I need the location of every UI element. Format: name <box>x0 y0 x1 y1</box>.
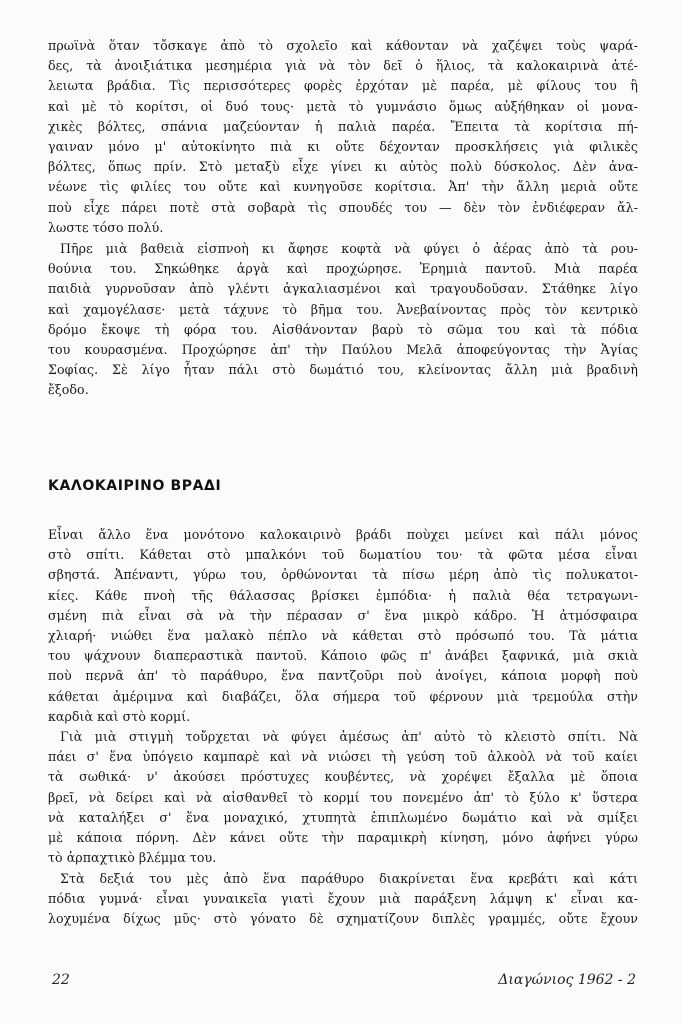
text-line: Στὰ δεξιά του μὲς ἀπὸ ἕνα παράθυρο διακρίνεται ἕνα κρεβάτι καὶ κάτι <box>60 871 638 886</box>
text-line: στὸ σπίτι. Κάθεται στὸ μπαλκόνι τοῦ δωματίου του· τὰ φῶτα μέσα εἶναι <box>48 547 638 563</box>
paragraph <box>48 525 638 727</box>
text-line: νέωνε τὶς φιλίες του οὔτε καὶ κυνηγοῦσε κορίτσια. Ἀπ' τὴν ἄλλη μεριὰ οὔτε <box>48 179 638 195</box>
text-line: Πῆρε μιὰ βαθειὰ εἰσπνοὴ κι ἄφησε κοφτὰ νὰ φύγει ὁ ἀέρας ἀπὸ τὰ ρου- <box>60 241 638 256</box>
text-line: ποὺ περνᾶ ἀπ' τὸ παράθυρο, ἕνα παντζοῦρι ποὺ ἀνοίγει, κάποια μορφὴ ποὺ <box>48 668 638 684</box>
text-line: καὶ μὲ τὸ κορίτσι, οἱ δυό τους· μετὰ τὸ γυμνάσιο ὅμως αὐξήθηκαν οἱ μονα- <box>48 98 638 114</box>
text-line: βρεῖ, νὰ δείρει καὶ νὰ αἰσθανθεῖ τὸ κορμί του πονεμένο ἀπ' τὸ ξύλο κ' ὕστερα <box>48 789 638 805</box>
text-line: ποὺ εἶχε πάρει ποτὲ στὰ σοβαρὰ τὶς σπουδές του — δὲν τὸν ἐνδιέφεραν ἄλ- <box>48 199 638 215</box>
issue-label: Διαγώνιος 1962 - 2 <box>498 972 636 988</box>
text-line: τὰ σωθικά· ν' ἀκούσει πρόστυχες κουβέντες, νὰ χορέψει ἔξαλλα μὲ ὅποια <box>48 769 638 785</box>
text-line: παιδιὰ γυρνοῦσαν ἀπὸ γλέντι ἀγκαλιασμένοι καὶ τραγουδοῦσαν. Στάθηκε λίγο <box>48 281 638 297</box>
text-line: δες, τὰ ἀνοιξιάτικα μεσημέρια γιὰ νὰ τὸν δεῖ ὁ ἥλιος, τὰ καλοκαιρινὰ ἀτέ- <box>48 58 638 74</box>
text-line: πάει σ' ἕνα ὑπόγειο καμπαρὲ καὶ νὰ νιώσει τὴ γεύση τοῦ ἀλκοὸλ νὰ τοῦ καίει <box>48 749 638 765</box>
paragraph <box>48 869 638 930</box>
text-line: πόδια γυμνά· εἶναι γυναικεῖα γιατὶ ἔχουν μιὰ παράξενη λάμψη κ' εἶναι κα- <box>48 891 638 907</box>
text-line: Σοφίας. Σὲ λίγο ἦταν πάλι στὸ δωμάτιό του, κλείνοντας ἄλλη μιὰ βραδινὴ <box>48 362 638 378</box>
text-line: βόλτες, ὅπως πρίν. Στὸ μεταξὺ εἶχε γίνει κι αὐτὸς πολὺ δύσκολος. Δὲν ἀνα- <box>48 159 638 175</box>
text-line: τὸ ἁρπαχτικὸ βλέμμα του. <box>48 850 217 866</box>
text-line: καὶ χαμογέλασε· μετὰ τάχυνε τὸ βῆμα του. Ἀνεβαίνοντας πρὸς τὸν κεντρικὸ <box>48 301 638 317</box>
text-line: του ψάχνουν διαπεραστικὰ παντοῦ. Κάποιο φῶς π' ἀνάβει ξαφνικά, μιὰ σκιὰ <box>48 648 638 664</box>
text-line: Εἶναι ἄλλο ἕνα μονότονο καλοκαιρινὸ βράδι ποὺχει μείνει καὶ πάλι μόνος <box>48 527 638 542</box>
text-line: σμένη πιὰ εἶναι σὰ νὰ τὴν πέρασαν σ' ἕνα μικρὸ κάδρο. Ἡ ἀτμόσφαιρα <box>48 607 638 623</box>
text-line: λωστε τόσο πολύ. <box>48 219 164 235</box>
section-heading: ΚΑΛΟΚΑΙΡΙΝΟ ΒΡΑΔΙ <box>48 478 222 494</box>
paragraph <box>48 727 638 868</box>
text-line: πρωϊνὰ ὅταν τὄσκαγε ἀπὸ τὸ σχολεῖο καὶ κάθονταν νὰ χαζέψει τοὺς ψαρά- <box>48 38 638 53</box>
text-line: δρόμο ἔκοψε τὴ φόρα του. Αἰσθάνονταν βαρὺ τὸ σῶμα του καὶ τὰ πόδια <box>48 321 638 337</box>
text-line: Γιὰ μιὰ στιγμὴ τοὔρχεται νὰ φύγει ἀμέσως ἀπ' αὐτὸ τὸ κλειστὸ σπίτι. Νὰ <box>60 729 638 744</box>
text-line: χλιαρή· νιώθει ἕνα μαλακὸ πέπλο νὰ κάθεται στὸ πρόσωπό του. Τὰ μάτια <box>48 627 638 643</box>
paragraph <box>48 239 638 401</box>
text-line: του κουρασμένα. Προχώρησε ἀπ' τὴν Παύλου Μελᾶ ἀποφεύγοντας τὴν Ἁγίας <box>48 341 638 357</box>
text-line: κίες. Κάθε πνοὴ τῆς θάλασσας βρίσκει ἐμπόδια· ἡ παλιὰ θέα τετραγωνι- <box>48 587 638 603</box>
text-line: ἔξοδο. <box>48 382 89 398</box>
text-line: θούνια του. Σηκώθηκε ἀργὰ καὶ προχώρησε. Ἐρημιὰ παντοῦ. Μιὰ παρέα <box>48 261 638 277</box>
text-line: χικὲς βόλτες, σπάνια μαζεύονταν ἡ παλιὰ παρέα. Ἔπειτα τὰ κορίτσια πή- <box>48 118 638 134</box>
paragraph-continued <box>48 36 638 238</box>
text-line: γαιναν μόνο μ' αὐτοκίνητο πιὰ κι οὔτε δέχονταν προσκλήσεις γιὰ φιλικὲς <box>48 138 638 154</box>
text-line: κάθεται ἀμέριμνα καὶ διαβάζει, ὅλα σήμερα τοῦ φέρνουν μιὰ τρεμούλα στὴν <box>48 688 638 704</box>
text-line: σβηστά. Ἀπέναντι, γύρω του, ὀρθώνονται τὰ πίσω μέρη ἀπὸ τὶς πολυκατοι- <box>48 567 638 583</box>
text-line: λοχυμένα δίχως μῦς· στὸ γόνατο δὲ σχηματίζουν διπλὲς γραμμές, οὔτε ἔχουν <box>48 911 638 927</box>
text-line: λειωτα βράδια. Τὶς περισσότερες φορὲς ἐρχόταν μὲ παρέα, μὲ φίλους του ἢ <box>48 78 638 94</box>
text-line: μὲ κάποια πόρνη. Δὲν κάνει οὔτε τὴν παραμικρὴ κίνηση, μόνο ἀφήνει γύρω <box>48 829 638 845</box>
page-number: 22 <box>52 972 70 988</box>
text-line: νὰ καταλήξει σ' ἕνα μοναχικό, χτυπητὰ ἐπιπλωμένο δωμάτιο καὶ νὰ σμίξει <box>48 809 638 825</box>
text-line: καρδιὰ καὶ στὸ κορμί. <box>48 708 191 724</box>
